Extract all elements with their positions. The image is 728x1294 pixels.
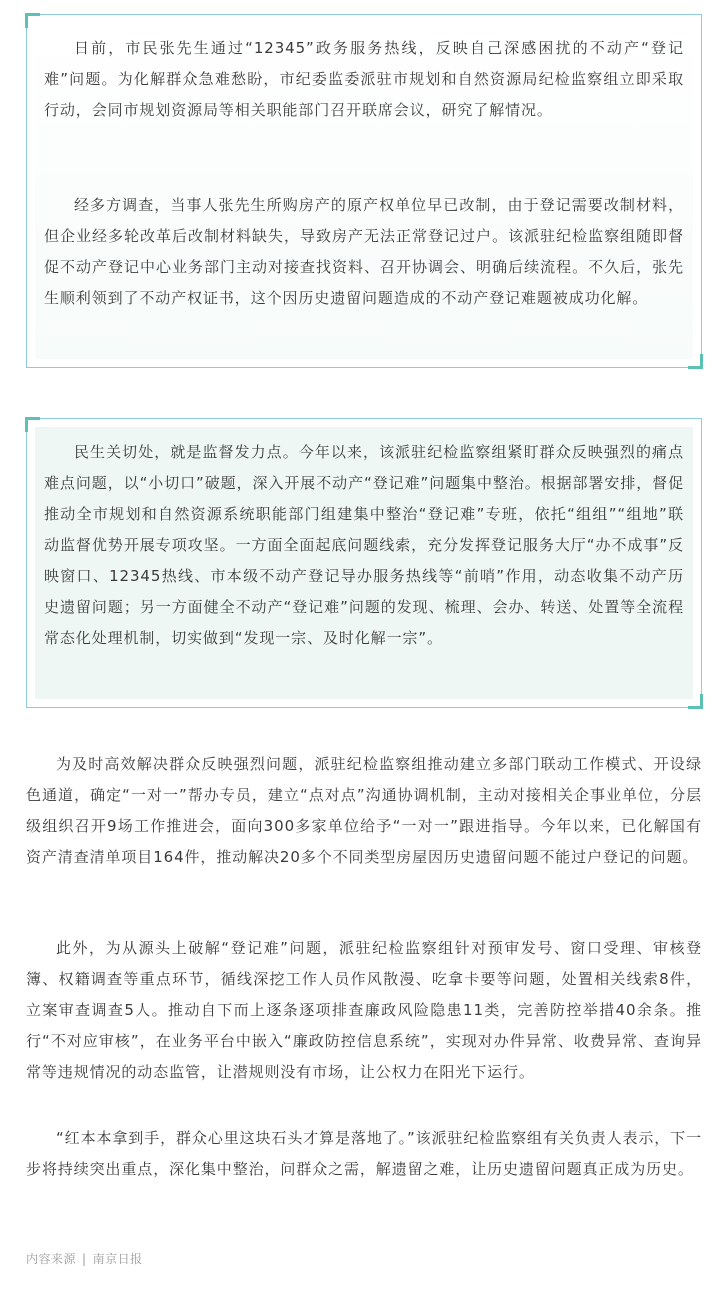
paragraph: 经多方调查，当事人张先生所购房产的原产权单位早已改制，由于登记需要改制材料，但企业经多轮改革后改制材料缺失，导致房产无法正常登记过户。该派驻纪检监察组随即督促不动产登记中心业务部门主动对接查找资料、召开协调会、明确后续流程。不久后，张先生顺利领到了不动产权证书，这个因历史遗留问题造成的不动产登记难题被成功化解。 xyxy=(44,196,684,307)
paragraph: 民生关切处，就是监督发力点。今年以来，该派驻纪检监察组紧盯群众反映强烈的痛点难点问题，以“小切口”破题，深入开展不动产“登记难”问题集中整治。根据部署安排，督促推动全市规划和自然资源系统职能部门组建集中整治“登记难”专班，依托“组组”“组地”联动监督优势开展专项攻坚。一方面全面起底问题线索，充分发挥登记服务大厅“办不成事”反映窗口、12345热线、市本级不动产登记导办服务热线等“前哨”作用，动态收集不动产历史遗留问题；另一方面健全不动产“登记难”问题的发现、梳理、会办、转送、处置等全流程常态化处理机制，切实做到“发现一宗、及时化解一宗”。 xyxy=(44,443,684,647)
corner-accent xyxy=(688,354,703,369)
corner-accent xyxy=(25,417,40,432)
paragraph: 日前，市民张先生通过“12345”政务服务热线，反映自己深感困扰的不动产“登记难”问题。为化解群众急难愁盼，市纪委监委派驻市规划和自然资源局纪检监察组立即采取行动，会同市规划资源局等相关职能部门召开联席会议，研究了解情况。 xyxy=(44,39,684,119)
source-separator: | xyxy=(82,1252,87,1266)
paragraph: 为及时高效解决群众反映强烈问题，派驻纪检监察组推动建立多部门联动工作模式、开设绿色通道，确定“一对一”帮办专员，建立“点对点”沟通协调机制，主动对接相关企事业单位，分层级组织召开9场工作推进会，面向300多家单位给予“一对一”跟进指导。今年以来，已化解国有资产清查清单项目164件，推动解决20多个不同类型房屋因历史遗留问题不能过户登记的问题。 xyxy=(26,755,702,866)
content-source xyxy=(26,1251,143,1267)
paragraph: “红本本拿到手，群众心里这块石头才算是落地了。”该派驻纪检监察组有关负责人表示，下一步将持续突出重点，深化集中整治，问群众之需，解遗留之难，让历史遗留问题真正成为历史。 xyxy=(26,1129,702,1178)
source-name: 南京日报 xyxy=(92,1252,143,1266)
corner-accent xyxy=(688,694,703,709)
paragraph: 此外，为从源头上破解“登记难”问题，派驻纪检监察组针对预审发号、窗口受理、审核登簿、权籍调查等重点环节，循线深挖工作人员作风散漫、吃拿卡要等问题，处置相关线索8件，立案审查调查5人。推动自下而上逐条逐项排查廉政风险隐患11类，完善防控举措40余条。推行“不对应审核”，在业务平台中嵌入“廉政防控信息系统”，实现对办件异常、收费异常、查询异常等违规情况的动态监管，让潜规则没有市场，让公权力在阳光下运行。 xyxy=(26,939,702,1081)
corner-accent xyxy=(25,13,40,28)
source-label: 内容来源 xyxy=(26,1252,77,1266)
